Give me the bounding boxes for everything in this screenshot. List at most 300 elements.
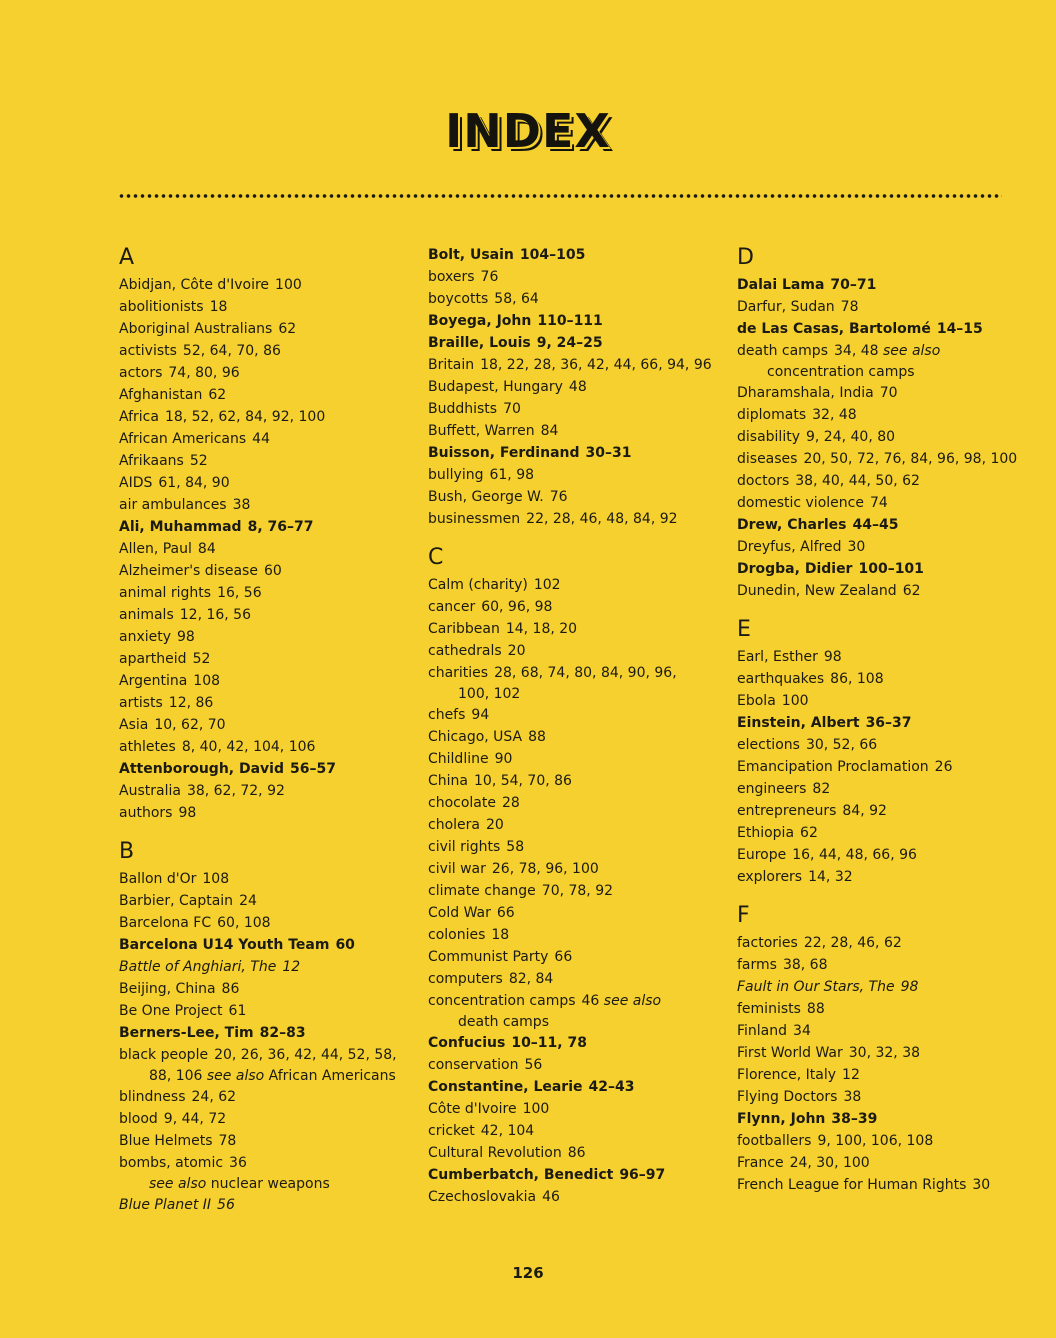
entry-pages: 56 [524,1057,543,1073]
page-number: 126 [512,1264,544,1282]
entry-term: civil rights [428,839,501,855]
index-entry [737,932,1027,954]
index-entry [737,976,1027,998]
entry-term: conservation [428,1057,519,1073]
entry-term: Battle of Anghiari, The [119,959,277,975]
entry-pages: 108 [202,871,230,887]
entry-pages: 22, 28, 46, 62 [803,935,902,951]
entry-pages: 22, 28, 46, 48, 84, 92 [526,511,678,527]
entry-pages: 30–31 [585,445,632,461]
entry-term: chocolate [428,795,496,811]
entry-term: Attenborough, David [119,761,285,777]
entry-pages: 18, 22, 28, 36, 42, 44, 66, 94, 96 [480,357,712,373]
entry-pages: 36–37 [865,715,912,731]
entry-term: elections [737,737,800,753]
entry-pages: 100 [781,693,809,709]
index-entry [428,332,718,354]
entry-term: Australia [119,783,181,799]
entry-pages: 36 [229,1155,247,1171]
entry-pages: 46 [542,1189,560,1205]
index-entry [737,340,1027,362]
entry-pages: 30 [847,539,866,555]
entry-pages: 62 [208,387,227,403]
index-entry [119,1108,409,1130]
entry-pages: 84 [197,541,216,557]
entry-pages: 104–105 [519,247,586,263]
entry-term: Europe [737,847,787,863]
entry-pages: 74, 80, 96 [168,365,240,381]
entry-pages: 42–43 [588,1079,635,1095]
entry-pages: 42, 104 [480,1123,535,1139]
index-entry [428,1032,718,1054]
index-entry [428,1098,718,1120]
entry-term: cancer [428,599,476,615]
entry-term: Berners-Lee, Tim [119,1025,254,1041]
entry-term: Darfur, Sudan [737,299,835,315]
entry-pages: 18 [491,927,510,943]
index-entry [119,340,409,362]
entry-pages: 60, 96, 98 [481,599,553,615]
index-entry [119,626,409,648]
index-entry [119,406,409,428]
entry-term: bombs, atomic [119,1155,224,1171]
index-entry [119,1044,409,1066]
entry-term: Calm (charity) [428,577,528,593]
entry-pages: 44–45 [852,517,899,533]
entry-term: Constantine, Learie [428,1079,583,1095]
index-entry [737,844,1027,866]
index-entry [119,978,409,1000]
entry-pages: 14, 18, 20 [505,621,578,637]
entry-term: civil war [428,861,486,877]
index-entry [119,670,409,692]
index-entry [428,1120,718,1142]
entry-term: French League for Human Rights [737,1177,967,1193]
entry-pages: 34, 48 [834,343,879,359]
entry-pages: 10, 62, 70 [154,717,226,733]
entry-term: France [737,1155,784,1171]
entry-pages: 46 [581,993,600,1009]
entry-term: footballers [737,1133,812,1149]
entry-term: computers [428,971,503,987]
entry-term: Barcelona FC [119,915,212,931]
entry-term: Budapest, Hungary [428,379,563,395]
entry-pages: 88, 106 [149,1068,203,1084]
entry-pages: 110–111 [537,313,603,329]
entry-term: First World War [737,1045,843,1061]
section-letter: A [119,245,135,270]
entry-term: Cultural Revolution [428,1145,562,1161]
entry-term: blindness [119,1089,186,1105]
entry-term: Drogba, Didier [737,561,853,577]
entry-term: Dunedin, New Zealand [737,583,897,599]
entry-term: boxers [428,269,475,285]
index-entry [428,704,718,726]
section-letter: B [119,839,135,864]
entry-pages: 66 [496,905,515,921]
index-entry [737,470,1027,492]
entry-pages: 9, 24–25 [536,335,603,351]
entry-term: Blue Planet II [119,1197,212,1213]
entry-term: Barcelona U14 Youth Team [119,937,330,953]
entry-term: doctors [737,473,790,489]
entry-pages: 70 [503,401,521,417]
entry-term: chefs [428,707,466,723]
entry-term: Boyega, John [428,313,532,329]
index-entry [737,318,1027,340]
entry-pages: 56–57 [290,761,336,777]
entry-pages: 100–101 [858,561,924,577]
entry-term: farms [737,957,777,973]
index-entry [737,712,1027,734]
entry-term: charities [428,665,489,681]
entry-pages: 98 [900,979,919,995]
entry-pages: 44 [252,431,270,447]
entry-pages: 16, 56 [217,585,262,601]
entry-term: entrepreneurs [737,803,837,819]
entry-pages: 10, 54, 70, 86 [474,773,572,789]
index-entry [428,1142,718,1164]
entry-pages: 18 [209,299,228,315]
entry-pages: 84, 92 [842,803,887,819]
index-entry [428,726,718,748]
index-entry [737,1152,1027,1174]
entry-term: apartheid [119,651,187,667]
entry-term: Buffett, Warren [428,423,535,439]
index-entry [119,714,409,736]
index-entry [119,648,409,670]
page-title: INDEX [445,104,611,158]
index-entry [428,464,718,486]
entry-pages: 52 [192,651,211,667]
entry-term: Afrikaans [119,453,184,469]
entry-term: athletes [119,739,176,755]
entry-term: earthquakes [737,671,825,687]
entry-pages: 20, 50, 72, 76, 84, 96, 98, 100 [803,451,1018,467]
index-entry [737,296,1027,318]
entry-term: animals [119,607,174,623]
entry-term: Drew, Charles [737,517,847,533]
see-also: see also [599,993,662,1009]
entry-pages: 90 [494,751,513,767]
entry-term: Florence, Italy [737,1067,837,1083]
index-entry [737,558,1027,580]
index-entry [428,244,718,266]
index-entry [428,968,718,990]
entry-pages: 38 [232,497,251,513]
entry-pages: 61, 84, 90 [158,475,230,491]
entry-pages: 100 [275,277,302,293]
index-entry [737,1108,1027,1130]
entry-term: African Americans [119,431,247,447]
index-entry [737,1020,1027,1042]
section-letter: F [737,903,750,928]
entry-term: Côte d'Ivoire [428,1101,517,1117]
entry-pages: 94 [471,707,490,723]
index-entry [119,956,409,978]
entry-pages: 38 [843,1089,862,1105]
entry-term: Flying Doctors [737,1089,838,1105]
entry-term: explorers [737,869,803,885]
entry-term: authors [119,805,173,821]
entry-term: Confucius [428,1035,506,1051]
entry-term: Ali, Muhammad [119,519,242,535]
entry-term: China [428,773,468,789]
entry-pages: 88 [806,1001,825,1017]
entry-term: Asia [119,717,149,733]
entry-pages: 8, 76–77 [247,519,314,535]
entry-pages: 70–71 [830,277,877,293]
index-entry [737,492,1027,514]
entry-term: Britain [428,357,475,373]
entry-pages: 14, 32 [808,869,853,885]
entry-term: Dalai Lama [737,277,825,293]
index-entry [119,538,409,560]
index-entry [428,792,718,814]
entry-term: artists [119,695,163,711]
entry-pages: 9, 100, 106, 108 [817,1133,934,1149]
entry-pages: 70 [879,385,898,401]
index-entry [119,890,409,912]
entry-pages: 28 [501,795,520,811]
entry-term: anxiety [119,629,172,645]
index-entry [737,756,1027,778]
index-entry [737,866,1027,888]
index-column-1 [119,244,409,1216]
entry-pages: 62 [278,321,297,337]
index-entry [737,1042,1027,1064]
see-also: see also [149,1176,207,1192]
entry-pages: 24, 62 [191,1089,237,1105]
index-entry [119,1194,409,1216]
entry-term: engineers [737,781,807,797]
index-entry [119,758,409,780]
index-entry [737,822,1027,844]
entry-pages: 32, 48 [812,407,857,423]
index-entry [428,1054,718,1076]
index-entry [119,450,409,472]
index-entry [119,802,409,824]
entry-term: Bolt, Usain [428,247,514,263]
entry-term: Barbier, Captain [119,893,234,909]
index-entry [428,288,718,310]
index-entry [737,448,1027,470]
entry-pages: 9, 44, 72 [163,1111,227,1127]
entry-pages: 96–97 [619,1167,666,1183]
entry-pages: 34 [793,1023,811,1039]
entry-term: Flynn, John [737,1111,826,1127]
see-also: see also [202,1068,265,1084]
index-entry [119,1130,409,1152]
index-entry [737,580,1027,602]
entry-pages: 30, 32, 38 [848,1045,921,1061]
entry-pages: 102 [533,577,561,593]
entry-pages: 8, 40, 42, 104, 106 [181,739,316,755]
entry-term: cholera [428,817,480,833]
index-entry [737,690,1027,712]
index-entry [428,814,718,836]
entry-pages: 58, 64 [494,291,539,307]
index-entry [737,1086,1027,1108]
entry-pages: 74 [869,495,888,511]
entry-pages: 48 [568,379,587,395]
entry-pages: 9, 24, 40, 80 [805,429,896,445]
entry-term: Afghanistan [119,387,203,403]
index-entry [119,384,409,406]
index-entry [428,1186,718,1208]
index-entry [428,1164,718,1186]
entry-term: blood [119,1111,158,1127]
entry-term: air ambulances [119,497,227,513]
entry-pages: 60 [335,937,355,953]
entry-term: businessmen [428,511,521,527]
index-entry [428,662,718,684]
see-also: see also [878,343,941,359]
index-entry [119,934,409,956]
entry-term: Dharamshala, India [737,385,874,401]
index-entry [428,748,718,770]
entry-term: cricket [428,1123,475,1139]
entry-pages: 78 [218,1133,237,1149]
index-entry [428,880,718,902]
entry-term: Finland [737,1023,788,1039]
index-entry-continuation [737,362,1027,382]
entry-term: Beijing, China [119,981,216,997]
entry-term: Ballon d'Or [119,871,197,887]
entry-term: Ebola [737,693,776,709]
entry-term: Bush, George W. [428,489,544,505]
entry-term: Chicago, USA [428,729,523,745]
entry-term: feminists [737,1001,801,1017]
index-entry [737,426,1027,448]
entry-pages: 98 [177,629,195,645]
index-entry [737,998,1027,1020]
see-also-target: African Americans [264,1068,396,1084]
entry-term: Argentina [119,673,188,689]
index-entry [428,310,718,332]
index-entry [428,376,718,398]
index-column-2 [428,244,718,1208]
index-entry [428,640,718,662]
index-entry [119,428,409,450]
entry-term: disability [737,429,800,445]
entry-pages: 66 [554,949,573,965]
entry-pages: 86 [567,1145,586,1161]
entry-term: climate change [428,883,536,899]
entry-term: Cumberbatch, Benedict [428,1167,614,1183]
entry-pages: 61 [228,1003,247,1019]
entry-pages: 52, 64, 70, 86 [182,343,281,359]
entry-term: actors [119,365,163,381]
index-entry [428,858,718,880]
entry-term: bullying [428,467,484,483]
entry-pages: concentration camps [767,364,915,380]
index-entry [119,868,409,890]
index-entry [119,494,409,516]
entry-pages: 28, 68, 74, 80, 84, 90, 96, [494,665,677,681]
entry-pages: 100 [522,1101,550,1117]
entry-term: Abidjan, Côte d'Ivoire [119,277,270,293]
index-entry [428,354,718,376]
index-entry [737,514,1027,536]
dotted-divider [118,192,1002,200]
entry-pages: 18, 52, 62, 84, 92, 100 [164,409,326,425]
entry-pages: 12 [842,1067,860,1083]
entry-pages: 38, 62, 72, 92 [186,783,285,799]
index-entry [737,800,1027,822]
entry-term: death camps [737,343,828,359]
entry-term: Africa [119,409,159,425]
entry-pages: 86, 108 [830,671,884,687]
index-entry [119,1152,409,1174]
entry-term: Emancipation Proclamation [737,759,929,775]
entry-term: diplomats [737,407,807,423]
index-entry [737,646,1027,668]
entry-term: black people [119,1047,209,1063]
index-entry [737,404,1027,426]
index-entry-continuation [428,684,718,704]
entry-pages: 70, 78, 92 [541,883,614,899]
entry-term: Ethiopia [737,825,795,841]
entry-pages: 30, 52, 66 [805,737,878,753]
entry-pages: 12, 86 [168,695,214,711]
entry-pages: 86 [221,981,240,997]
index-entry [119,736,409,758]
entry-pages: 26, 78, 96, 100 [491,861,599,877]
index-entry [119,604,409,626]
entry-pages: 82 [812,781,831,797]
entry-pages: 82–83 [259,1025,306,1041]
index-entry [119,560,409,582]
entry-term: abolitionists [119,299,204,315]
index-entry [428,508,718,530]
index-entry [428,1076,718,1098]
index-entry-continuation [119,1066,409,1086]
index-entry [737,1064,1027,1086]
entry-pages: 76 [549,489,568,505]
entry-term: Dreyfus, Alfred [737,539,842,555]
index-entry [428,836,718,858]
index-entry [119,362,409,384]
index-entry [119,912,409,934]
entry-pages: 14–15 [936,321,983,337]
entry-pages: 62 [902,583,921,599]
entry-term: Childline [428,751,489,767]
entry-term: Einstein, Albert [737,715,860,731]
section-letter: C [428,545,444,570]
entry-pages: 12, 16, 56 [179,607,251,623]
index-entry [428,770,718,792]
entry-term: AIDS [119,475,153,491]
entry-pages: 56 [217,1197,235,1213]
index-entry [119,472,409,494]
index-entry [428,618,718,640]
entry-term: concentration camps [428,993,576,1009]
index-entry [737,1174,1027,1196]
index-entry [119,582,409,604]
entry-term: Alzheimer's disease [119,563,258,579]
entry-pages: 84 [540,423,559,439]
index-entry [428,574,718,596]
index-entry [428,924,718,946]
entry-pages: 38, 40, 44, 50, 62 [795,473,920,489]
entry-term: Czechoslovakia [428,1189,537,1205]
index-entry [428,990,718,1012]
entry-pages: death camps [458,1014,549,1030]
index-entry [119,318,409,340]
see-also-target: nuclear weapons [206,1176,330,1192]
entry-pages: 58 [506,839,525,855]
